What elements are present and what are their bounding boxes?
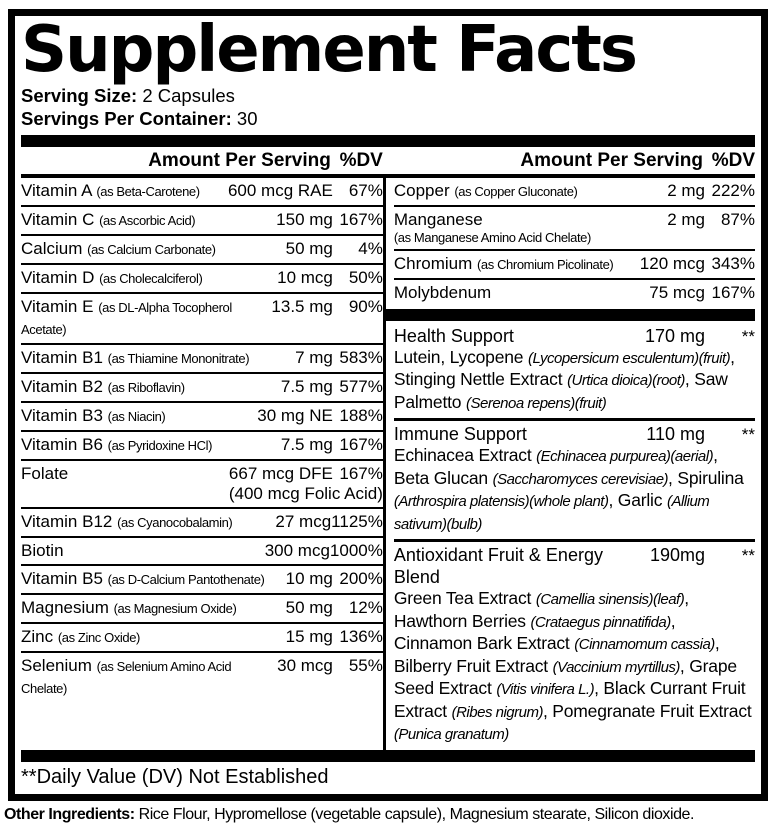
nutrient-name: Vitamin D (as Cholecalciferol) bbox=[21, 267, 203, 287]
table-row bbox=[21, 345, 383, 374]
table-row bbox=[21, 294, 383, 345]
nutrient-name: Selenium (as Selenium Amino Acid Chelate) bbox=[21, 655, 232, 696]
serving-size-label: Serving Size: bbox=[21, 85, 138, 107]
table-row-line bbox=[21, 597, 383, 619]
nutrient-name: Vitamin A (as Beta-Carotene) bbox=[21, 180, 200, 200]
table-row-line bbox=[21, 296, 383, 340]
table-row-line bbox=[394, 209, 755, 230]
nutrient-name: Copper (as Copper Gluconate) bbox=[393, 180, 578, 200]
nutrient-dv: 1125% bbox=[331, 511, 383, 531]
supplement-facts-panel bbox=[8, 9, 768, 801]
blend-amount: 190mg bbox=[649, 545, 705, 566]
nutrient-form: (as Selenium Amino Acid Chelate) bbox=[21, 658, 232, 696]
nutrient-name: Vitamin E (as DL-Alpha Tocopherol Acetate) bbox=[21, 296, 232, 337]
nutrient-form: (as Thiamine Mononitrate) bbox=[107, 350, 250, 366]
panel-title: Supplement Facts bbox=[21, 13, 636, 87]
nutrient-dv: 50% bbox=[348, 267, 383, 287]
left-column bbox=[21, 178, 383, 750]
other-ingredients-label: Other Ingredients: bbox=[4, 805, 135, 823]
blend-ingredient: , Stinging Nettle Extract bbox=[393, 346, 735, 390]
nutrient-amount: 50 mg bbox=[285, 238, 333, 258]
nutrient-form: (as Niacin) bbox=[107, 408, 166, 424]
table-row bbox=[21, 509, 383, 538]
table-row bbox=[394, 280, 755, 306]
left-column-header bbox=[21, 150, 383, 172]
nutrient-form: (as Cholecalciferol) bbox=[99, 270, 203, 286]
blend-row bbox=[394, 323, 755, 422]
nutrient-dv: 188% bbox=[339, 405, 383, 425]
table-row bbox=[21, 653, 383, 702]
nutrient-amount: 10 mcg bbox=[277, 267, 333, 287]
blend-ingredient: Echinacea Extract bbox=[393, 445, 537, 466]
nutrients-table bbox=[21, 174, 755, 750]
blend-latin-name: (Arthrospira platensis)(whole plant) bbox=[393, 493, 609, 511]
nutrient-dv: 167% bbox=[339, 209, 383, 229]
divider-bar-bottom bbox=[21, 750, 755, 762]
nutrient-name: Folate bbox=[21, 463, 69, 483]
nutrient-amount: 15 mg bbox=[285, 626, 333, 646]
table-row bbox=[21, 265, 383, 294]
nutrient-dv: 55% bbox=[348, 655, 383, 675]
table-row-line bbox=[21, 568, 383, 590]
table-row-line bbox=[21, 540, 383, 561]
nutrient-dv: 1000% bbox=[329, 540, 383, 560]
blend-amount: 110 mg bbox=[646, 424, 705, 445]
nutrient-amount: 300 mcg bbox=[264, 540, 330, 560]
nutrient-dv: 167% bbox=[711, 282, 755, 302]
blend-name: Antioxidant Fruit & Energy Blend bbox=[393, 545, 603, 588]
dv-header-left: %DV bbox=[339, 149, 383, 171]
blend-latin-name: (Cinnamomum cassia) bbox=[574, 636, 715, 654]
nutrient-name: Zinc (as Zinc Oxide) bbox=[21, 626, 140, 646]
nutrient-form: (as Riboflavin) bbox=[107, 379, 185, 395]
nutrient-name: Vitamin B2 (as Riboflavin) bbox=[21, 376, 185, 396]
nutrient-amount: 7.5 mg bbox=[280, 434, 333, 454]
right-column bbox=[383, 178, 755, 750]
nutrient-amount: 30 mg NE bbox=[257, 405, 333, 425]
nutrient-form: (as Chromium Picolinate) bbox=[477, 256, 614, 272]
blend-ingredient: , Cinnamon Bark Extract bbox=[393, 610, 676, 654]
other-ingredients-text: Rice Flour, Hypromellose (vegetable capsule), Magnesium stearate, Silicon dioxide. bbox=[134, 805, 694, 823]
table-row-line bbox=[21, 511, 383, 533]
blend-latin-name: (Vitis vinifera L.) bbox=[496, 681, 595, 699]
nutrient-name: Calcium (as Calcium Carbonate) bbox=[21, 238, 216, 258]
blend-amount: 170 mg bbox=[644, 325, 705, 346]
table-row bbox=[394, 178, 755, 207]
blend-latin-name: (Saccharomyces cerevisiae) bbox=[492, 470, 669, 488]
blend-latin-name: (Punica granatum) bbox=[393, 726, 509, 744]
blend-dv: ** bbox=[741, 425, 755, 445]
blend-ingredient: Green Tea Extract bbox=[393, 588, 536, 609]
nutrient-name: Vitamin B1 (as Thiamine Mononitrate) bbox=[21, 347, 250, 367]
table-row bbox=[21, 432, 383, 461]
nutrient-amount: 120 mcg bbox=[639, 253, 705, 273]
table-row bbox=[394, 207, 755, 251]
nutrient-name: Manganese bbox=[393, 209, 483, 229]
nutrient-dv: 90% bbox=[348, 296, 383, 316]
table-row-line bbox=[394, 282, 755, 303]
nutrient-amount: 10 mg bbox=[285, 568, 333, 588]
table-row bbox=[21, 236, 383, 265]
dv-footnote: **Daily Value (DV) Not Established bbox=[21, 765, 329, 788]
other-ingredients bbox=[0, 806, 776, 824]
table-row bbox=[21, 624, 383, 653]
table-row-line bbox=[21, 376, 383, 398]
serving-info bbox=[21, 84, 755, 130]
blend-latin-name: (Camellia sinensis)(leaf) bbox=[535, 591, 685, 609]
table-row bbox=[21, 566, 383, 595]
nutrient-amount: 667 mcg DFE bbox=[228, 463, 333, 483]
table-row-line bbox=[21, 405, 383, 427]
nutrient-amount: 2 mg bbox=[667, 209, 705, 229]
divider-bar-mid bbox=[386, 309, 755, 321]
nutrient-name: Vitamin B3 (as Niacin) bbox=[21, 405, 166, 425]
blend-header-line bbox=[394, 325, 755, 347]
nutrient-dv: 67% bbox=[348, 180, 383, 200]
nutrient-dv: 87% bbox=[720, 209, 755, 229]
blend-ingredient: Lutein, Lycopene bbox=[393, 346, 528, 367]
blend-latin-name: (Ribes nigrum) bbox=[451, 703, 543, 721]
blend-latin-name: (Vaccinium myrtillus) bbox=[552, 658, 680, 676]
nutrient-amount: 7.5 mg bbox=[280, 376, 333, 396]
right-column-header bbox=[383, 150, 755, 172]
table-row bbox=[21, 538, 383, 566]
nutrient-form-line2: (as Manganese Amino Acid Chelate) bbox=[393, 229, 591, 245]
amount-per-serving-header-left: Amount Per Serving bbox=[148, 149, 331, 171]
nutrient-dv: 222% bbox=[711, 180, 755, 200]
serving-size-line bbox=[21, 84, 755, 107]
blend-dv: ** bbox=[741, 326, 755, 346]
table-row-line bbox=[21, 238, 383, 260]
blend-ingredient: , Grape Seed Extract bbox=[393, 655, 737, 699]
table-row-line bbox=[21, 209, 383, 231]
nutrient-dv: 343% bbox=[711, 253, 755, 273]
nutrient-name: Molybdenum bbox=[393, 282, 492, 302]
blends-section bbox=[394, 323, 755, 750]
nutrient-name: Magnesium (as Magnesium Oxide) bbox=[21, 597, 237, 617]
blend-name: Immune Support bbox=[393, 424, 527, 445]
nutrient-amount: 50 mg bbox=[285, 597, 333, 617]
table-row-line bbox=[21, 434, 383, 456]
nutrient-form: (as Pyridoxine HCl) bbox=[107, 437, 213, 453]
nutrient-amount: 7 mg bbox=[295, 347, 333, 367]
table-row-line bbox=[394, 180, 755, 202]
table-row-line bbox=[394, 253, 755, 275]
table-row bbox=[21, 374, 383, 403]
nutrient-form: (as Copper Gluconate) bbox=[454, 183, 578, 199]
table-row bbox=[21, 461, 383, 509]
blend-latin-name: (Urtica dioica)(root) bbox=[567, 372, 685, 390]
nutrient-dv: 167% bbox=[339, 434, 383, 454]
blend-latin-name: (Allium sativum)(bulb) bbox=[393, 493, 710, 533]
blend-header-line bbox=[394, 544, 755, 588]
servings-per-container-line bbox=[21, 107, 755, 130]
blend-header-line bbox=[394, 423, 755, 445]
blend-ingredient: , Saw Palmetto bbox=[393, 369, 728, 412]
nutrient-name: Vitamin B6 (as Pyridoxine HCl) bbox=[21, 434, 213, 454]
blend-ingredient: , Garlic bbox=[608, 490, 667, 511]
table-row-line bbox=[21, 655, 383, 699]
nutrient-form: (as Cyanocobalamin) bbox=[117, 514, 233, 530]
nutrient-name: Vitamin B12 (as Cyanocobalamin) bbox=[21, 511, 233, 531]
table-row-line bbox=[21, 267, 383, 289]
servings-per-container-value: 30 bbox=[231, 108, 258, 130]
nutrient-dv: 167% bbox=[339, 463, 383, 483]
blend-latin-name: (Serenoa repens)(fruit) bbox=[465, 394, 607, 412]
blend-ingredient: , Bilberry Fruit Extract bbox=[393, 633, 720, 676]
nutrient-dv: 200% bbox=[339, 568, 383, 588]
nutrient-amount: 13.5 mg bbox=[271, 296, 333, 316]
blend-latin-name: (Echinacea purpurea)(aerial) bbox=[536, 448, 714, 466]
table-row bbox=[21, 178, 383, 207]
column-headers bbox=[21, 147, 755, 174]
servings-per-container-label: Servings Per Container: bbox=[21, 108, 232, 130]
nutrient-amount: 2 mg bbox=[667, 180, 705, 200]
nutrient-amount: 27 mcg bbox=[275, 511, 332, 531]
amount-per-serving-header-right: Amount Per Serving bbox=[520, 149, 703, 171]
nutrient-amount: 30 mcg bbox=[277, 655, 333, 675]
nutrient-amount: 75 mcg bbox=[649, 282, 705, 302]
blend-row bbox=[394, 542, 755, 750]
blend-latin-name: (Lycopersicum esculentum)(fruit) bbox=[527, 349, 731, 367]
nutrient-amount: 600 mcg RAE bbox=[227, 180, 333, 200]
table-row-line bbox=[21, 463, 383, 484]
nutrient-amount-line2: (400 mcg Folic Acid) bbox=[228, 483, 383, 503]
divider-bar-top bbox=[21, 135, 755, 147]
table-row bbox=[21, 403, 383, 432]
blend-latin-name: (Crataegus pinnatifida) bbox=[530, 613, 671, 631]
nutrient-dv: 136% bbox=[339, 626, 383, 646]
nutrient-dv: 4% bbox=[358, 238, 383, 258]
serving-size-value: 2 Capsules bbox=[137, 85, 235, 107]
table-row bbox=[21, 207, 383, 236]
table-row-line bbox=[21, 626, 383, 648]
blend-ingredient: , Beta Glucan bbox=[393, 445, 718, 488]
dv-header-right: %DV bbox=[711, 149, 755, 171]
nutrient-form: (as Magnesium Oxide) bbox=[113, 600, 237, 616]
table-row-line bbox=[21, 347, 383, 369]
nutrient-amount: 150 mg bbox=[276, 209, 333, 229]
blend-ingredient: , Pomegranate Fruit Extract bbox=[542, 700, 752, 721]
nutrient-dv: 583% bbox=[339, 347, 383, 367]
nutrient-dv: 12% bbox=[348, 597, 383, 617]
table-row bbox=[394, 251, 755, 280]
nutrient-form: (as D-Calcium Pantothenate) bbox=[107, 571, 265, 587]
nutrient-form: (as Ascorbic Acid) bbox=[99, 212, 196, 228]
minerals-section bbox=[394, 178, 755, 306]
blend-ingredient: , Hawthorn Berries bbox=[393, 588, 689, 631]
nutrient-name: Vitamin B5 (as D-Calcium Pantothenate) bbox=[21, 568, 265, 588]
nutrient-dv: 577% bbox=[339, 376, 383, 396]
nutrient-name: Chromium (as Chromium Picolinate) bbox=[393, 253, 614, 273]
blend-ingredient: , Black Currant Fruit Extract bbox=[393, 678, 746, 721]
nutrient-form: (as DL-Alpha Tocopherol Acetate) bbox=[21, 299, 232, 337]
blend-description bbox=[394, 445, 755, 535]
blend-dv: ** bbox=[741, 546, 755, 566]
nutrient-form: (as Calcium Carbonate) bbox=[87, 241, 216, 257]
blend-ingredient: , Spirulina bbox=[668, 467, 744, 488]
nutrient-form: (as Beta-Carotene) bbox=[96, 183, 200, 199]
nutrient-name: Vitamin C (as Ascorbic Acid) bbox=[21, 209, 196, 229]
blend-name: Health Support bbox=[393, 325, 514, 346]
nutrient-name: Biotin bbox=[21, 540, 64, 560]
blend-description bbox=[394, 347, 755, 415]
nutrient-form: (as Zinc Oxide) bbox=[57, 629, 140, 645]
blend-description bbox=[394, 588, 755, 746]
blend-row bbox=[394, 421, 755, 542]
table-row bbox=[21, 595, 383, 624]
table-row-line bbox=[21, 180, 383, 202]
